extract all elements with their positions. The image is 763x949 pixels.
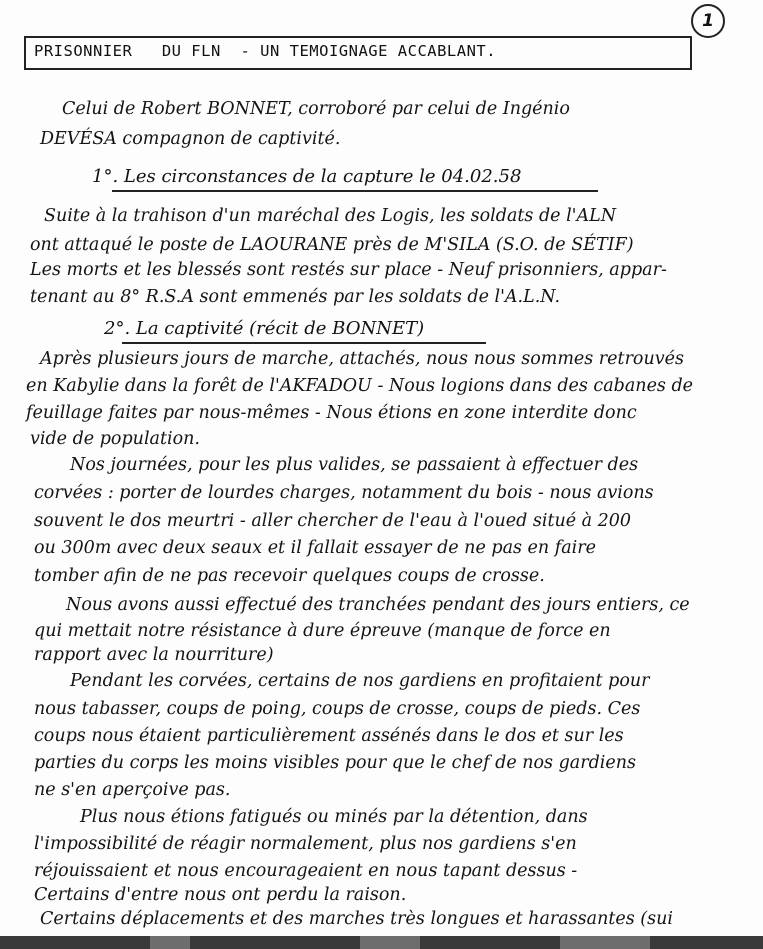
scan-edge-segment bbox=[360, 936, 420, 949]
title-box bbox=[24, 36, 692, 70]
section-2-line: en Kabylie dans la forêt de l'AKFADOU - Nous logions dans des cabanes de bbox=[26, 376, 694, 396]
intro-line: DEVÉSA compagnon de captivité. bbox=[40, 129, 341, 149]
section-2-line: Nous avons aussi effectué des tranchées pendant des jours entiers, ce bbox=[66, 595, 690, 615]
section-2-line: rapport avec la nourriture) bbox=[34, 645, 274, 665]
intro-line: Celui de Robert BONNET, corroboré par celui de Ingénio bbox=[62, 99, 570, 119]
section-2-line: Nos journées, pour les plus valides, se passaient à effectuer des bbox=[70, 455, 639, 475]
section-2-line: parties du corps les moins visibles pour que le chef de nos gardiens bbox=[34, 753, 637, 773]
section-2-line: souvent le dos meurtri - aller chercher de l'eau à l'oued situé à 200 bbox=[34, 511, 632, 531]
document-title: PRISONNIER DU FLN - UN TEMOIGNAGE ACCABLANT. bbox=[34, 42, 497, 60]
heading-underline bbox=[122, 342, 486, 344]
section-1-heading: 1°. Les circonstances de la capture le 04.02.58 bbox=[92, 166, 522, 187]
section-2-line: feuillage faites par nous-mêmes - Nous étions en zone interdite donc bbox=[26, 403, 637, 423]
section-2-line: l'impossibilité de réagir normalement, plus nos gardiens s'en bbox=[34, 834, 577, 854]
section-2-line: ne s'en aperçoive pas. bbox=[34, 780, 231, 800]
section-2-line: corvées : porter de lourdes charges, notamment du bois - nous avions bbox=[34, 483, 654, 503]
section-2-line: nous tabasser, coups de poing, coups de crosse, coups de pieds. Ces bbox=[34, 699, 641, 719]
page-number: 1 bbox=[691, 4, 725, 38]
section-2-line: Plus nous étions fatigués ou minés par la détention, dans bbox=[80, 807, 588, 827]
section-2-line: réjouissaient et nous encourageaient en nous tapant dessus - bbox=[34, 861, 578, 881]
scan-edge-segment bbox=[150, 936, 190, 949]
section-2-line: tomber afin de ne pas recevoir quelques coups de crosse. bbox=[34, 566, 545, 586]
section-2-line: Certains d'entre nous ont perdu la raison. bbox=[34, 885, 407, 905]
section-2-line: vide de population. bbox=[30, 429, 200, 449]
section-2-line: ou 300m avec deux seaux et il fallait essayer de ne pas en faire bbox=[34, 538, 596, 558]
heading-underline bbox=[112, 190, 598, 192]
section-2-line: Certains déplacements et des marches très longues et harassantes (sui bbox=[40, 909, 673, 929]
section-1-line: tenant au 8° R.S.A sont emmenés par les soldats de l'A.L.N. bbox=[30, 287, 561, 307]
section-1-line: ont attaqué le poste de LAOURANE près de M'SILA (S.O. de SÉTIF) bbox=[30, 235, 634, 255]
section-2-line: Après plusieurs jours de marche, attachés, nous nous sommes retrouvés bbox=[40, 349, 684, 369]
scan-edge-segment bbox=[560, 936, 650, 949]
section-2-heading: 2°. La captivité (récit de BONNET) bbox=[104, 318, 425, 339]
section-2-line: qui mettait notre résistance à dure épreuve (manque de force en bbox=[34, 621, 611, 641]
section-2-line: Pendant les corvées, certains de nos gardiens en profitaient pour bbox=[70, 671, 650, 691]
section-1-line: Les morts et les blessés sont restés sur place - Neuf prisonniers, appar- bbox=[30, 260, 667, 280]
section-1-line: Suite à la trahison d'un maréchal des Logis, les soldats de l'ALN bbox=[44, 206, 617, 226]
section-2-line: coups nous étaient particulièrement assénés dans le dos et sur les bbox=[34, 726, 624, 746]
